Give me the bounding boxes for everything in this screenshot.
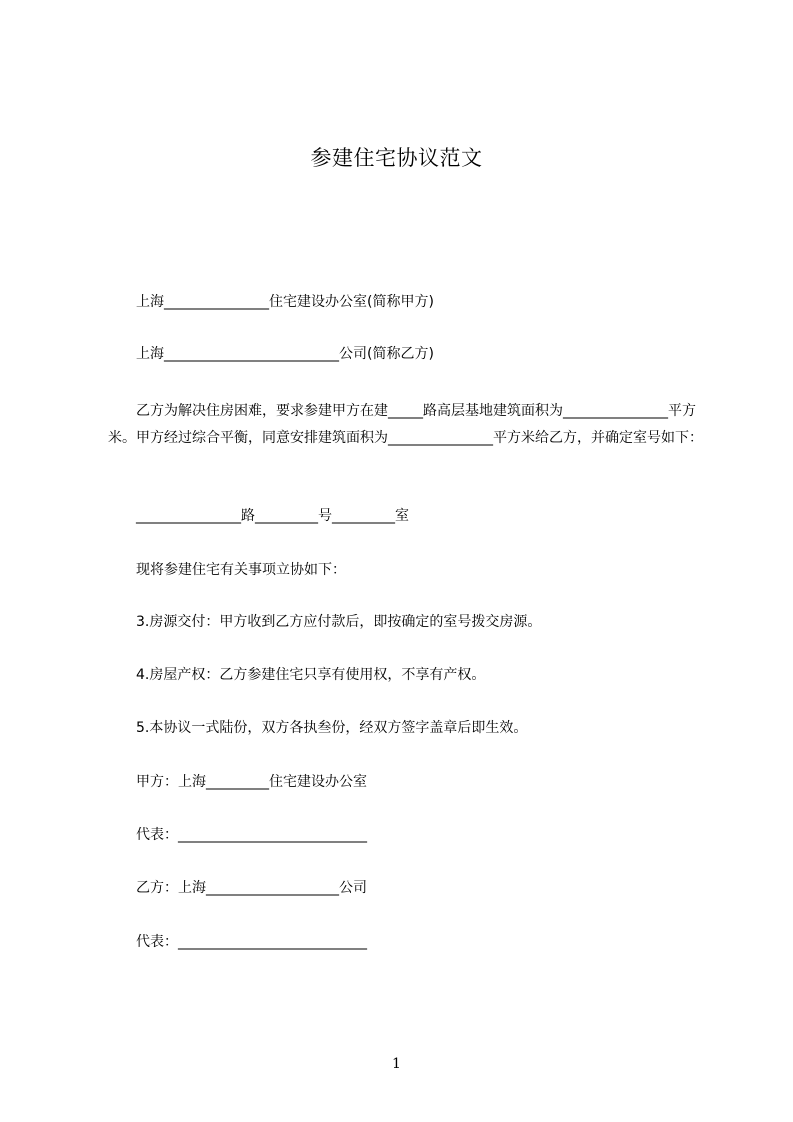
clause-5: 5.本协议一式陆份，双方各执叁份，经双方签字盖章后即生效。 bbox=[136, 720, 528, 736]
main-paragraph: 乙方为解决住房困难，要求参建甲方在建_____路高层基地建筑面积为_______________平方米。甲方经过综合平衡，同意安排建筑面积为_______________平方米给乙方，并确定室号如下： bbox=[108, 403, 703, 446]
room-number-line: _______________路_________号_________室 bbox=[136, 508, 409, 524]
signature-party-a: 甲方：上海_________住宅建设办公室 bbox=[136, 774, 367, 790]
signature-party-b: 乙方：上海___________________公司 bbox=[136, 880, 367, 896]
party-b-intro: 上海_________________________公司(简称乙方) bbox=[136, 346, 434, 362]
clause-3: 3.房源交付：甲方收到乙方应付款后，即按确定的室号拨交房源。 bbox=[136, 614, 542, 630]
signature-party-a-representative: 代表：___________________________ bbox=[136, 827, 367, 843]
party-a-intro: 上海_______________住宅建设办公室(简称甲方) bbox=[136, 294, 434, 310]
terms-intro: 现将参建住宅有关事项立协如下： bbox=[136, 562, 346, 578]
page-number: 1 bbox=[392, 1056, 401, 1072]
clause-4: 4.房屋产权：乙方参建住宅只享有使用权，不享有产权。 bbox=[136, 667, 486, 683]
document-title: 参建住宅协议范文 bbox=[310, 146, 483, 170]
signature-party-b-representative: 代表：___________________________ bbox=[136, 934, 367, 950]
